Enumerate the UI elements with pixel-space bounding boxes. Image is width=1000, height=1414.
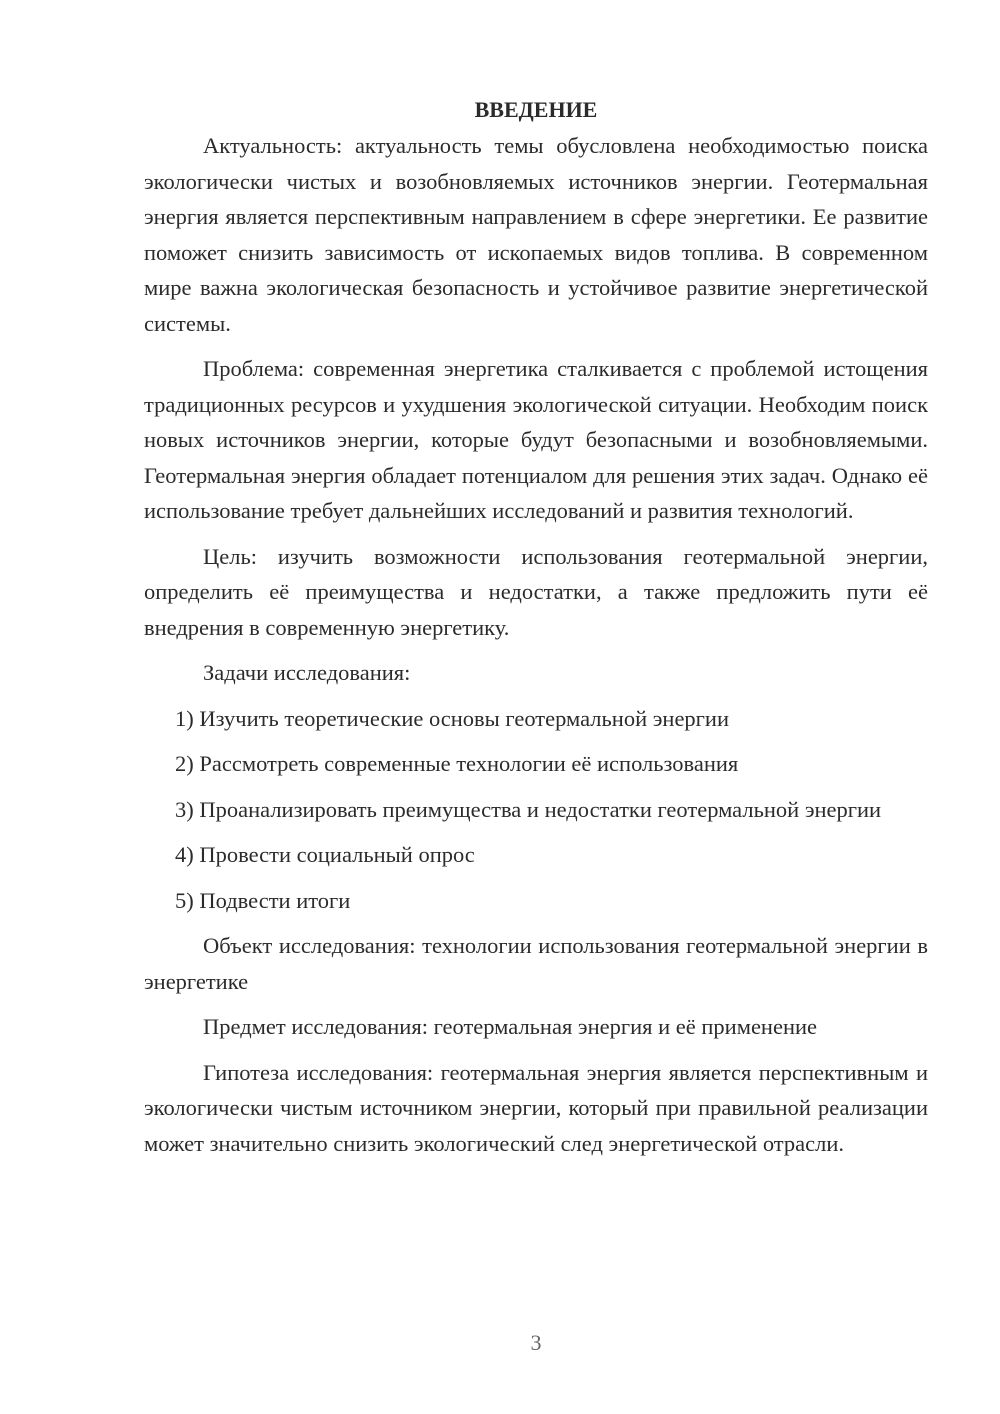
task-item-1: 1) Изучить теоретические основы геотермальной энергии [175, 705, 729, 731]
page-title: ВВЕДЕНИЕ [474, 97, 598, 122]
tasks-heading: Задачи исследования: [203, 660, 411, 685]
task-item-4: 4) Провести социальный опрос [175, 842, 475, 867]
problem-paragraph: Проблема: современная энергетика сталкивается с проблемой истощения традиционных ресурсов и ухудшения экологической ситуации. Необходим поиск новых источников энергии, которые будут безопасными и возобновляемыми. Геотермальная энергия обладает потенциалом для решения этих задач. Однако её использование требует дальнейших исследований и развития технологий. [144, 356, 928, 523]
task-item-2: 2) Рассмотреть современные технологии её использования [175, 751, 739, 776]
page-number: 3 [530, 1330, 542, 1355]
task-item-5: 5) Подвести итоги [175, 887, 351, 913]
hypothesis-paragraph: Гипотеза исследования: геотермальная энергия является перспективным и экологически чистым источником энергии, который при правильной реализации может значительно снизить экологический след энергетической отрасли. [144, 1059, 928, 1156]
relevance-paragraph: Актуальность: актуальность темы обусловлена необходимостью поиска экологически чистых и возобновляемых источников энергии. Геотермальная энергия является перспективным направлением в сфере энергетики. Ее развитие поможет снизить зависимость от ископаемых видов топлива. В современном мире важна экологическая безопасность и устойчивое развитие энергетической системы. [144, 133, 928, 336]
task-item-3: 3) Проанализировать преимущества и недостатки геотермальной энергии [175, 796, 882, 822]
object-paragraph: Объект исследования: технологии использования геотермальной энергии в энергетике [144, 933, 928, 994]
document-page [144, 93, 928, 1171]
goal-paragraph: Цель: изучить возможности использования геотермальной энергии, определить её преимущества и недостатки, а также предложить пути её внедрения в современную энергетику. [144, 543, 928, 640]
subject-paragraph: Предмет исследования: геотермальная энергия и её применение [203, 1014, 818, 1039]
